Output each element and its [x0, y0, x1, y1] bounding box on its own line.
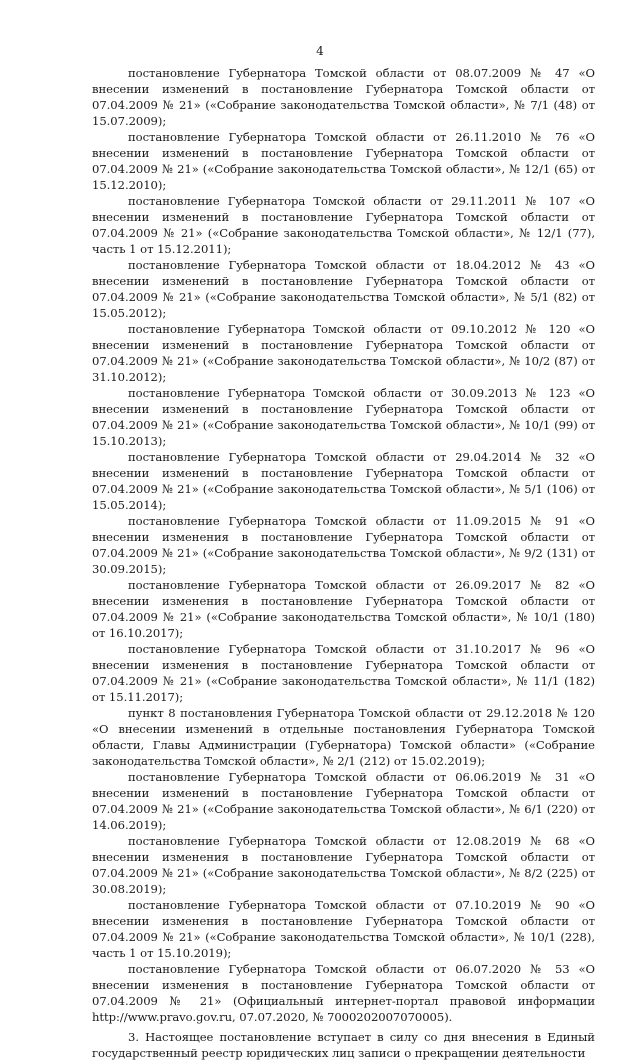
page-number: 4	[316, 44, 324, 58]
list-item-paragraph-4: постановление Губернатора Томской области от 18.04.2012 № 43 «О внесении изменений в постановление Губернатора Томской области от 07.04.2009 № 21» («Собрание законодательства Томской области», № 5/1 (82) от 15.05.2012);	[92, 258, 595, 320]
list-item-paragraph-9: постановление Губернатора Томской области от 26.09.2017 № 82 «О внесении изменения в постановление Губернатора Томской области от 07.04.2009 № 21» («Собрание законодательства Томской области», № 10/1 (180) от 16.10.2017);	[92, 578, 595, 640]
list-item-paragraph-3: постановление Губернатора Томской области от 29.11.2011 № 107 «О внесении изменений в постановление Губернатора Томской области от 07.04.2009 № 21» («Собрание законодательства Томской области», № 12/1 (77), часть 1 от 15.12.2011);	[92, 194, 595, 256]
list-item-paragraph-5: постановление Губернатора Томской области от 09.10.2012 № 120 «О внесении изменений в постановление Губернатора Томской области от 07.04.2009 № 21» («Собрание законодательства Томской области», № 10/2 (87) от 31.10.2012);	[92, 322, 595, 384]
list-item-paragraph-1: постановление Губернатора Томской области от 08.07.2009 № 47 «О внесении изменений в постановление Губернатора Томской области от 07.04.2009 № 21» («Собрание законодательства Томской области», № 7/1 (48) от 15.07.2009);	[92, 66, 595, 128]
list-item-paragraph-10: постановление Губернатора Томской области от 31.10.2017 № 96 «О внесении изменения в постановление Губернатора Томской области от 07.04.2009 № 21» («Собрание законодательства Томской области», № 11/1 (182) от 15.11.2017);	[92, 642, 595, 704]
list-item-paragraph-6: постановление Губернатора Томской области от 30.09.2013 № 123 «О внесении изменений в постановление Губернатора Томской области от 07.04.2009 № 21» («Собрание законодательства Томской области», № 10/1 (99) от 15.10.2013);	[92, 386, 595, 448]
list-item-paragraph-15: постановление Губернатора Томской области от 06.07.2020 № 53 «О внесении изменения в постановление Губернатора Томской области от 07.04.2009 № 21» (Официальный интернет-портал правовой информации http://www.pravo.gov.ru, 07.07.2020, № 7000202007070005).	[92, 962, 595, 1024]
clause-3-paragraph: 3. Настоящее постановление вступает в силу со дня внесения в Единый государственный реестр юридических лиц записи о прекращении деятельности	[92, 1030, 595, 1060]
list-item-paragraph-13: постановление Губернатора Томской области от 12.08.2019 № 68 «О внесении изменения в постановление Губернатора Томской области от 07.04.2009 № 21» («Собрание законодательства Томской области», № 8/2 (225) от 30.08.2019);	[92, 834, 595, 896]
list-item-paragraph-11: пункт 8 постановления Губернатора Томской области от 29.12.2018 № 120 «О внесении изменений в отдельные постановления Губернатора Томской области, Главы Администрации (Губернатора) Томской области» («Собрание законодательства Томской области», № 2/1 (212) от 15.02.2019);	[92, 706, 595, 768]
list-item-paragraph-14: постановление Губернатора Томской области от 07.10.2019 № 90 «О внесении изменения в постановление Губернатора Томской области от 07.04.2009 № 21» («Собрание законодательства Томской области», № 10/1 (228), часть 1 от 15.10.2019);	[92, 898, 595, 960]
list-item-paragraph-7: постановление Губернатора Томской области от 29.04.2014 № 32 «О внесении изменений в постановление Губернатора Томской области от 07.04.2009 № 21» («Собрание законодательства Томской области», № 5/1 (106) от 15.05.2014);	[92, 450, 595, 512]
list-item-paragraph-12: постановление Губернатора Томской области от 06.06.2019 № 31 «О внесении изменений в постановление Губернатора Томской области от 07.04.2009 № 21» («Собрание законодательства Томской области», № 6/1 (220) от 14.06.2019);	[92, 770, 595, 832]
list-item-paragraph-8: постановление Губернатора Томской области от 11.09.2015 № 91 «О внесении изменения в постановление Губернатора Томской области от 07.04.2009 № 21» («Собрание законодательства Томской области», № 9/2 (131) от 30.09.2015);	[92, 514, 595, 576]
document-body	[92, 65, 595, 1061]
list-item-paragraph-2: постановление Губернатора Томской области от 26.11.2010 № 76 «О внесении изменений в постановление Губернатора Томской области от 07.04.2009 № 21» («Собрание законодательства Томской области», № 12/1 (65) от 15.12.2010);	[92, 130, 595, 192]
